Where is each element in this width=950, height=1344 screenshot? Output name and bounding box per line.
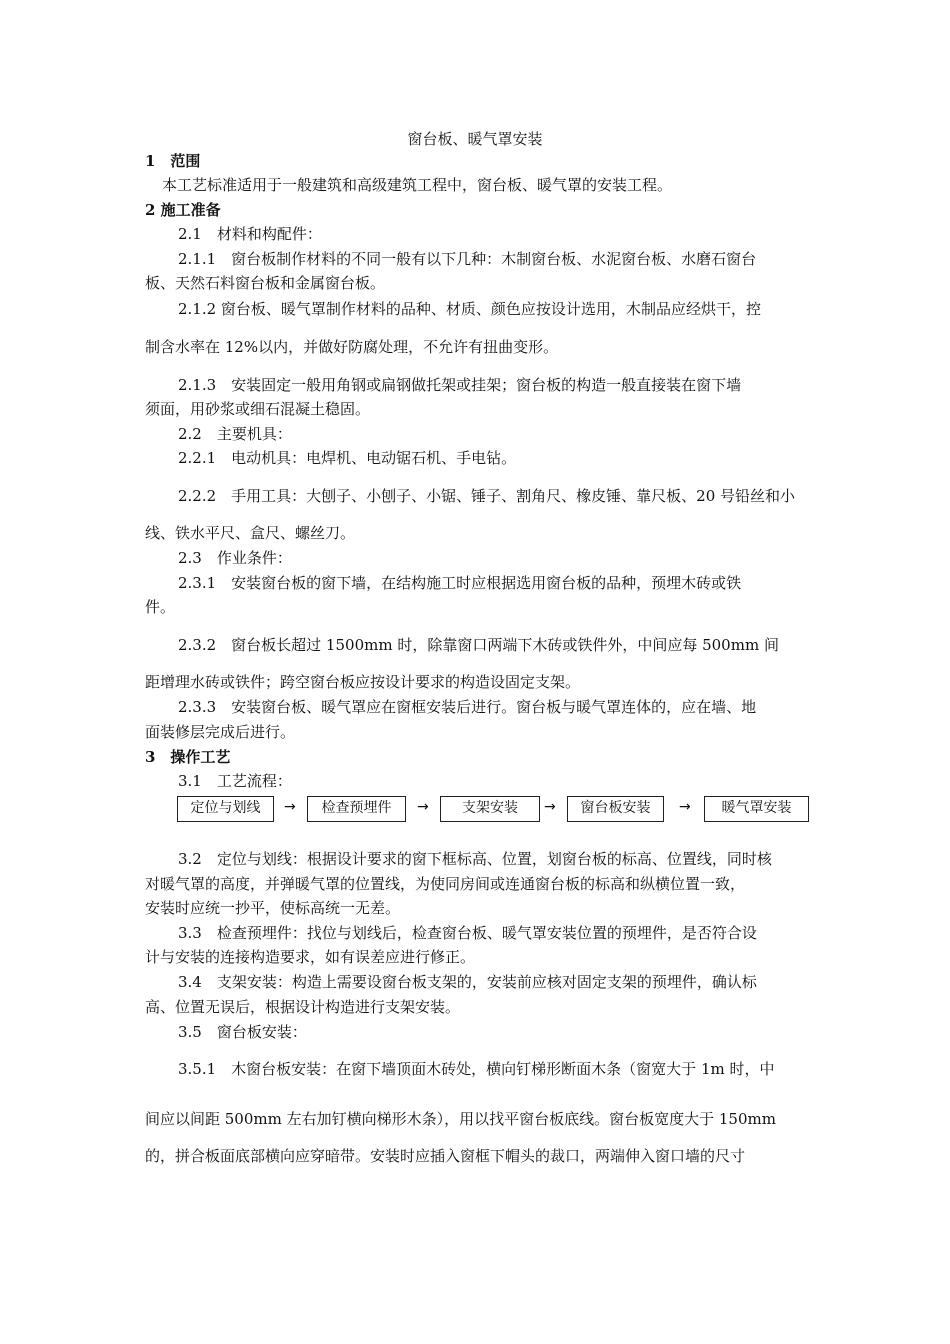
section-heading-2: 2 施工准备 xyxy=(145,201,221,219)
paragraph-line: 2.1.2 窗台板、暖气罩制作材料的品种、材质、颜色应按设计选用，木制品应经烘干，控 xyxy=(178,300,761,318)
flow-arrow: → xyxy=(417,799,429,815)
paragraph-line: 2.2.1 电动机具：电焊机、电动锯石机、手电钻。 xyxy=(178,449,517,467)
flow-step-box: 定位与划线 xyxy=(177,796,274,822)
paragraph-line: 安装时应统一抄平，使标高统一无差。 xyxy=(145,899,401,917)
paragraph-line: 线、铁水平尺、盒尺、螺丝刀。 xyxy=(145,524,356,542)
paragraph-line: 2.3.2 窗台板长超过 1500mm 时，除靠窗口两端下木砖或铁件外，中间应每 500mm 间 xyxy=(178,636,779,654)
flow-arrow: → xyxy=(679,799,691,815)
paragraph-line: 2.1.1 窗台板制作材料的不同一般有以下几种：木制窗台板、水泥窗台板、水磨石窗台 xyxy=(178,250,757,268)
paragraph-line: 2.3.3 安装窗台板、暖气罩应在窗框安装后进行。窗台板与暖气罩连体的，应在墙、地 xyxy=(178,698,757,716)
paragraph-line: 高、位置无误后，根据设计构造进行支架安装。 xyxy=(145,998,461,1016)
subsection-heading: 3.5 窗台板安装： xyxy=(178,1023,307,1041)
process-flow-diagram xyxy=(177,796,809,824)
paragraph-line: 的，拼合板面底部横向应穿暗带。安装时应插入窗框下帽头的裁口，两端伸入窗口墙的尺寸 xyxy=(145,1147,746,1165)
paragraph-line: 须面，用砂浆或细石混凝土稳固。 xyxy=(145,400,371,418)
paragraph-line: 计与安装的连接构造要求，如有误差应进行修正。 xyxy=(145,948,476,966)
paragraph-line: 3.5.1 木窗台板安装：在窗下墙顶面木砖处，横向钉梯形断面木条（窗宽大于 1m 时，中 xyxy=(178,1060,775,1078)
paragraph-line: 2.2.2 手用工具：大刨子、小刨子、小锯、锤子、割角尺、橡皮锤、靠尺板、20 号铅丝和小 xyxy=(178,487,796,505)
subsection-heading: 2.3 作业条件： xyxy=(178,549,292,567)
paragraph-line: 3.2 定位与划线：根据设计要求的窗下框标高、位置，划窗台板的标高、位置线，同时核 xyxy=(178,850,772,868)
subsection-heading: 2.2 主要机具： xyxy=(178,425,292,443)
paragraph-line: 3.3 检查预埋件：找位与划线后，检查窗台板、暖气罩安装位置的预埋件，是否符合设 xyxy=(178,924,757,942)
paragraph-line: 2.1.3 安装固定一般用角钢或扁钢做托架或挂架；窗台板的构造一般直接装在窗下墙 xyxy=(178,376,742,394)
flow-arrow: → xyxy=(284,799,296,815)
subsection-heading: 3.1 工艺流程： xyxy=(178,772,292,790)
flow-arrow: → xyxy=(544,799,556,815)
flow-step-box: 支架安装 xyxy=(440,796,540,822)
paragraph-line: 2.3.1 安装窗台板的窗下墙，在结构施工时应根据选用窗台板的品种，预埋木砖或铁 xyxy=(178,574,742,592)
paragraph-line: 对暖气罩的高度，并弹暖气罩的位置线，为使同房间或连通窗台板的标高和纵横位置一致， xyxy=(145,875,746,893)
paragraph-line: 制含水率在 12%以内，并做好防腐处理，不允许有扭曲变形。 xyxy=(145,338,559,356)
document-title: 窗台板、暖气罩安装 xyxy=(407,130,543,148)
flow-step-box: 检查预埋件 xyxy=(307,796,406,822)
section-heading-1: 1 范围 xyxy=(145,152,201,170)
paragraph-line: 板、天然石料窗台板和金属窗台板。 xyxy=(145,274,386,292)
paragraph-line: 件。 xyxy=(145,598,176,616)
paragraph-line: 面装修层完成后进行。 xyxy=(145,723,296,741)
paragraph-line: 本工艺标准适用于一般建筑和高级建筑工程中，窗台板、暖气罩的安装工程。 xyxy=(162,176,673,194)
flow-step-box: 暖气罩安装 xyxy=(704,796,809,822)
section-heading-3: 3 操作工艺 xyxy=(145,748,231,766)
flow-step-box: 窗台板安装 xyxy=(567,796,664,822)
paragraph-line: 距增理水砖或铁件；跨空窗台板应按设计要求的构造设固定支架。 xyxy=(145,673,581,691)
paragraph-line: 间应以间距 500mm 左右加钉横向梯形木条），用以找平窗台板底线。窗台板宽度大于 150mm xyxy=(145,1110,776,1128)
paragraph-line: 3.4 支架安装：构造上需要设窗台板支架的，安装前应核对固定支架的预埋件，确认标 xyxy=(178,973,757,991)
subsection-heading: 2.1 材料和构配件： xyxy=(178,225,322,243)
